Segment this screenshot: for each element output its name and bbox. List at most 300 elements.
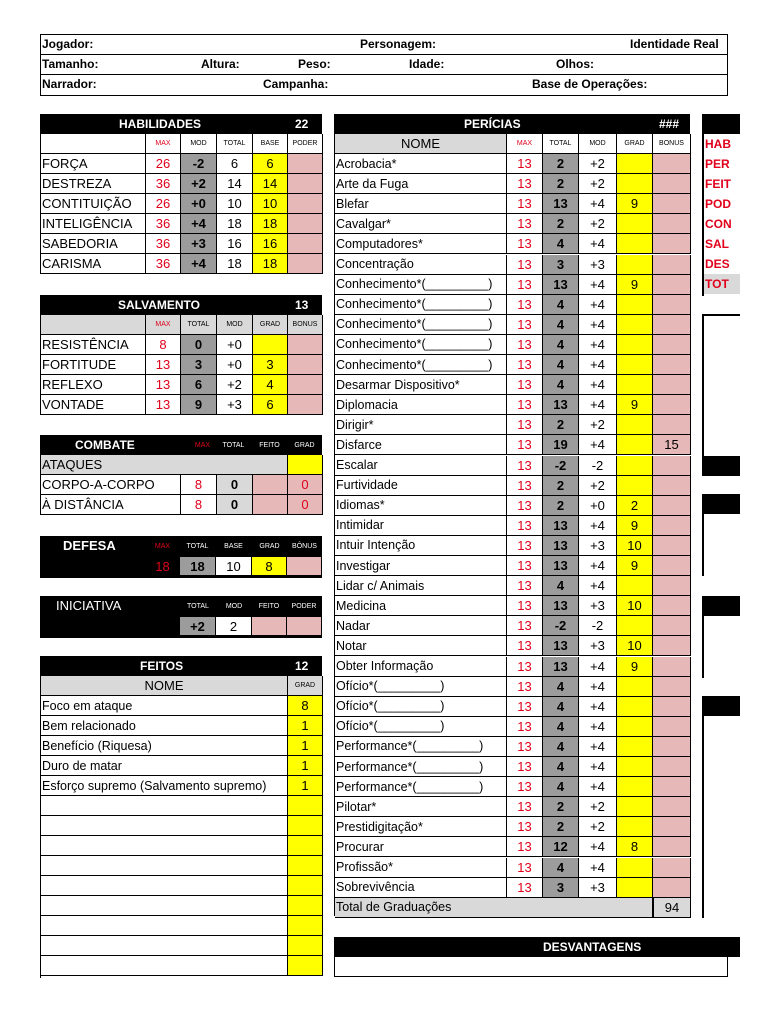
feat-name-input[interactable]: Benefício (Riquesa)	[41, 736, 288, 756]
ability-name: DESTREZA	[41, 174, 146, 194]
ability-name: CARISMA	[41, 254, 146, 274]
skill-mod: +4	[579, 717, 617, 737]
skill-mod: +4	[579, 837, 617, 857]
skill-bonus-input[interactable]	[653, 878, 691, 898]
feitos-header	[40, 656, 322, 676]
skill-total: 2	[543, 797, 579, 817]
ability-name: INTELIGÊNCIA	[41, 214, 146, 234]
jogador-field[interactable]: Jogador:	[42, 37, 94, 51]
salvamento-col-header: MAX	[146, 315, 181, 335]
skill-total: 4	[543, 737, 579, 757]
skill-max: 13	[507, 154, 543, 174]
skill-bonus-input[interactable]	[653, 858, 691, 878]
habilidades-table	[40, 134, 322, 274]
skill-bonus-input[interactable]	[653, 616, 691, 636]
side-item: FEIT	[704, 174, 740, 194]
habilidades-points: 22	[295, 117, 309, 131]
feat-name-input[interactable]	[41, 836, 288, 856]
skill-grad-input[interactable]: 10	[617, 636, 653, 656]
skill-total: -2	[543, 456, 579, 476]
feat-grad-input[interactable]: 8	[288, 696, 323, 716]
skill-name: Ofício*(_________)	[335, 697, 507, 717]
skill-bonus-input[interactable]	[653, 415, 691, 435]
skill-grad-input[interactable]	[617, 817, 653, 837]
feat-grad-input[interactable]	[288, 936, 323, 956]
skill-name: Performance*(_________)	[335, 777, 507, 797]
feat-name-input[interactable]: Bem relacionado	[41, 716, 288, 736]
salvamento-col-header: BONUS	[288, 315, 323, 335]
skill-grad-input[interactable]	[617, 476, 653, 496]
total-graduacoes-value: 94	[653, 898, 691, 918]
feat-name-input[interactable]	[41, 896, 288, 916]
skill-grad-input[interactable]	[617, 777, 653, 797]
skill-max: 13	[507, 616, 543, 636]
side-item: PER	[704, 154, 740, 174]
skill-name: Sobrevivência	[335, 878, 507, 898]
skill-grad-input[interactable]	[617, 415, 653, 435]
skill-bonus-input[interactable]	[653, 596, 691, 616]
skill-total: 19	[543, 435, 579, 455]
skill-bonus-input[interactable]	[653, 677, 691, 697]
skill-grad-input[interactable]	[617, 315, 653, 335]
skill-max: 13	[507, 858, 543, 878]
feat-name-input[interactable]: Foco em ataque	[41, 696, 288, 716]
ability-poder-input[interactable]	[288, 234, 323, 254]
iniciativa-total: +2	[180, 616, 216, 636]
attack-max: 8	[181, 475, 217, 495]
ability-base-input[interactable]: 10	[253, 194, 288, 214]
skill-grad-input[interactable]: 10	[617, 596, 653, 616]
save-name: FORTITUDE	[41, 355, 146, 375]
skill-bonus-input[interactable]	[653, 174, 691, 194]
save-total: 0	[181, 335, 217, 355]
personagem-field[interactable]: Personagem:	[360, 37, 437, 51]
salvamento-col-header: GRAD	[253, 315, 288, 335]
skill-bonus-input[interactable]	[653, 697, 691, 717]
feat-grad-input[interactable]	[288, 896, 323, 916]
skill-max: 13	[507, 234, 543, 254]
skill-mod: +2	[579, 817, 617, 837]
skill-max: 13	[507, 536, 543, 556]
attack-max: 8	[181, 495, 217, 515]
skill-grad-input[interactable]: 2	[617, 496, 653, 516]
skill-grad-input[interactable]	[617, 335, 653, 355]
feat-grad-input[interactable]: 1	[288, 776, 323, 796]
ability-base-input[interactable]: 14	[253, 174, 288, 194]
defesa-max: 18	[155, 558, 170, 574]
skill-max: 13	[507, 697, 543, 717]
skill-bonus-input[interactable]	[653, 797, 691, 817]
skill-max: 13	[507, 214, 543, 234]
skill-name: Conhecimento*(_________)	[335, 355, 507, 375]
skill-mod: +4	[579, 757, 617, 777]
skill-mod: +4	[579, 355, 617, 375]
skill-mod: +2	[579, 797, 617, 817]
skill-total: 13	[543, 516, 579, 536]
skill-bonus-input[interactable]	[653, 275, 691, 295]
skill-name: Idiomas*	[335, 496, 507, 516]
skill-name: Conhecimento*(_________)	[335, 295, 507, 315]
skill-grad-input[interactable]	[617, 214, 653, 234]
skill-mod: +2	[579, 154, 617, 174]
skill-bonus-input[interactable]	[653, 214, 691, 234]
save-grad-input[interactable]: 4	[253, 375, 288, 395]
ability-base-input[interactable]: 6	[253, 154, 288, 174]
skill-mod: +4	[579, 315, 617, 335]
side-item: POD	[704, 194, 740, 214]
save-grad-input[interactable]: 6	[253, 395, 288, 415]
save-bonus-input[interactable]	[288, 375, 323, 395]
skill-max: 13	[507, 375, 543, 395]
save-mod: +3	[217, 395, 253, 415]
defesa-col-header: GRAD	[259, 542, 280, 550]
skill-mod: +3	[579, 636, 617, 656]
iniciativa-col-header: TOTAL	[187, 602, 209, 610]
skill-bonus-input[interactable]	[653, 657, 691, 677]
skill-name: Investigar	[335, 556, 507, 576]
iniciativa-col-header: FEITO	[258, 602, 280, 610]
salvamento-header	[40, 295, 322, 315]
olhos-field[interactable]: Olhos:	[556, 57, 594, 71]
combate-col-header: FEITO	[259, 441, 280, 449]
skill-name: Conhecimento*(_________)	[335, 335, 507, 355]
skill-mod: +4	[579, 234, 617, 254]
skill-grad-input[interactable]: 9	[617, 556, 653, 576]
skill-mod: +4	[579, 737, 617, 757]
skill-bonus-input[interactable]	[653, 556, 691, 576]
skill-mod: +2	[579, 476, 617, 496]
skill-bonus-input[interactable]	[653, 456, 691, 476]
ability-mod: -2	[181, 154, 217, 174]
skill-grad-input[interactable]	[617, 797, 653, 817]
skill-max: 13	[507, 757, 543, 777]
skill-grad-input[interactable]	[617, 295, 653, 315]
skill-total: 2	[543, 174, 579, 194]
skill-grad-input[interactable]: 9	[617, 194, 653, 214]
defesa-bonus-input[interactable]	[287, 556, 322, 576]
skill-name: Desarmar Dispositivo*	[335, 375, 507, 395]
feat-name-input[interactable]	[41, 816, 288, 836]
skill-grad-input[interactable]: 10	[617, 536, 653, 556]
feat-name-input[interactable]	[41, 936, 288, 956]
salvamento-points: 13	[295, 298, 309, 312]
ability-mod: +4	[181, 214, 217, 234]
skill-grad-input[interactable]: 9	[617, 657, 653, 677]
skill-bonus-input[interactable]	[653, 395, 691, 415]
skill-name: Conhecimento*(_________)	[335, 275, 507, 295]
skill-mod: +3	[579, 878, 617, 898]
skill-bonus-input[interactable]	[653, 194, 691, 214]
ability-max: 26	[146, 154, 181, 174]
skill-bonus-input[interactable]	[653, 817, 691, 837]
attack-name: CORPO-A-CORPO	[41, 475, 181, 495]
feat-grad-input[interactable]	[288, 816, 323, 836]
skill-max: 13	[507, 255, 543, 275]
skill-bonus-input[interactable]	[653, 757, 691, 777]
ability-mod: +2	[181, 174, 217, 194]
save-grad-input[interactable]: 3	[253, 355, 288, 375]
feat-grad-input[interactable]	[288, 856, 323, 876]
side-bar-1	[702, 456, 740, 476]
feitos-points: 12	[295, 659, 309, 673]
feat-grad-input[interactable]	[288, 796, 323, 816]
save-bonus-input[interactable]	[288, 335, 323, 355]
defesa-col-header: TOTAL	[186, 542, 209, 550]
skill-max: 13	[507, 295, 543, 315]
peso-field[interactable]: Peso:	[298, 57, 331, 71]
skill-mod: +4	[579, 657, 617, 677]
skill-mod: +4	[579, 556, 617, 576]
save-mod: +0	[217, 355, 253, 375]
skill-name: Arte da Fuga	[335, 174, 507, 194]
salvamento-col-header: TOTAL	[181, 315, 217, 335]
skill-mod: +4	[579, 576, 617, 596]
skill-total: 2	[543, 476, 579, 496]
save-bonus-input[interactable]	[288, 355, 323, 375]
skill-grad-input[interactable]	[617, 878, 653, 898]
skill-mod: +4	[579, 295, 617, 315]
skill-mod: -2	[579, 616, 617, 636]
save-mod: +2	[217, 375, 253, 395]
skill-grad-input[interactable]	[617, 717, 653, 737]
skill-grad-input[interactable]	[617, 174, 653, 194]
skill-bonus-input[interactable]: 15	[653, 435, 691, 455]
ability-poder-input[interactable]	[288, 154, 323, 174]
skill-max: 13	[507, 576, 543, 596]
skill-max: 13	[507, 456, 543, 476]
ability-base-input[interactable]: 18	[253, 214, 288, 234]
skill-mod: +3	[579, 255, 617, 275]
ability-name: SABEDORIA	[41, 234, 146, 254]
skill-grad-input[interactable]	[617, 375, 653, 395]
feat-grad-input[interactable]: 1	[288, 736, 323, 756]
side-bar-2	[702, 494, 740, 514]
side-box-4	[702, 696, 740, 918]
feat-name-input[interactable]	[41, 956, 288, 976]
desvantagens-field[interactable]	[334, 957, 728, 977]
skill-mod: +2	[579, 214, 617, 234]
iniciativa-col-header: MOD	[225, 602, 243, 610]
pericias-table	[334, 134, 690, 916]
skill-max: 13	[507, 415, 543, 435]
skill-bonus-input[interactable]	[653, 476, 691, 496]
skill-max: 13	[507, 476, 543, 496]
skill-bonus-input[interactable]	[653, 536, 691, 556]
skill-grad-input[interactable]	[617, 576, 653, 596]
skill-total: 3	[543, 878, 579, 898]
skill-max: 13	[507, 596, 543, 616]
skill-bonus-input[interactable]	[653, 255, 691, 275]
defesa-grad-input[interactable]: 8	[252, 556, 287, 576]
attack-feito-input[interactable]	[253, 495, 288, 515]
ability-max: 26	[146, 194, 181, 214]
habilidades-title: HABILIDADES	[119, 117, 202, 131]
skill-total: 4	[543, 677, 579, 697]
side-item: TOT	[704, 274, 740, 294]
skill-bonus-input[interactable]	[653, 315, 691, 335]
ability-poder-input[interactable]	[288, 194, 323, 214]
skill-bonus-input[interactable]	[653, 737, 691, 757]
skill-total: 3	[543, 255, 579, 275]
save-name: REFLEXO	[41, 375, 146, 395]
skill-grad-input[interactable]	[617, 154, 653, 174]
skill-mod: +4	[579, 275, 617, 295]
ataques-input[interactable]	[288, 455, 323, 475]
feat-name-input[interactable]	[41, 916, 288, 936]
campanha-field[interactable]: Campanha:	[263, 77, 329, 91]
iniciativa-feito-input[interactable]	[252, 616, 287, 636]
skill-bonus-input[interactable]	[653, 516, 691, 536]
feat-name-input[interactable]: Duro de matar	[41, 756, 288, 776]
ability-max: 36	[146, 234, 181, 254]
skill-grad-input[interactable]	[617, 435, 653, 455]
pericias-nome-header: NOME	[335, 134, 507, 154]
altura-field[interactable]: Altura:	[201, 57, 240, 71]
combate-title: COMBATE	[75, 438, 135, 452]
attack-feito-input[interactable]	[253, 475, 288, 495]
skill-bonus-input[interactable]	[653, 717, 691, 737]
skill-grad-input[interactable]	[617, 234, 653, 254]
skill-name: Ofício*(_________)	[335, 717, 507, 737]
skill-name: Conhecimento*(_________)	[335, 315, 507, 335]
skill-grad-input[interactable]	[617, 616, 653, 636]
skill-name: Intimidar	[335, 516, 507, 536]
skill-grad-input[interactable]	[617, 456, 653, 476]
feat-grad-input[interactable]	[288, 916, 323, 936]
ability-base-input[interactable]: 18	[253, 254, 288, 274]
ataques-label: ATAQUES	[41, 455, 288, 475]
feat-grad-input[interactable]: 1	[288, 716, 323, 736]
skill-total: 4	[543, 757, 579, 777]
skill-mod: +2	[579, 174, 617, 194]
attack-total: 0	[217, 475, 253, 495]
skill-name: Disfarce	[335, 435, 507, 455]
skill-bonus-input[interactable]	[653, 375, 691, 395]
desvantagens-header	[334, 937, 740, 957]
save-grad-input[interactable]	[253, 335, 288, 355]
side-bar-4	[702, 696, 740, 716]
ability-total: 6	[217, 154, 253, 174]
side-bar-3	[702, 596, 740, 616]
skill-bonus-input[interactable]	[653, 837, 691, 857]
skill-max: 13	[507, 355, 543, 375]
iniciativa-poder-input[interactable]	[287, 616, 322, 636]
ability-poder-input[interactable]	[288, 214, 323, 234]
skill-total: 4	[543, 335, 579, 355]
iniciativa-col-header: PODER	[291, 602, 317, 610]
attack-total: 0	[217, 495, 253, 515]
skill-total: 13	[543, 596, 579, 616]
feat-grad-input[interactable]	[288, 836, 323, 856]
skill-grad-input[interactable]	[617, 355, 653, 375]
attack-grad-input[interactable]: 0	[288, 475, 323, 495]
pericias-points: ###	[659, 117, 680, 131]
skill-total: 4	[543, 858, 579, 878]
save-bonus-input[interactable]	[288, 395, 323, 415]
skill-total: 4	[543, 234, 579, 254]
skill-name: Prestidigitação*	[335, 817, 507, 837]
skill-total: 2	[543, 415, 579, 435]
skill-total: 13	[543, 194, 579, 214]
identidade-field[interactable]: Identidade Real	[630, 37, 719, 51]
skill-bonus-input[interactable]	[653, 777, 691, 797]
skill-max: 13	[507, 335, 543, 355]
skill-grad-input[interactable]: 9	[617, 275, 653, 295]
feat-name-input[interactable]	[41, 856, 288, 876]
skill-grad-input[interactable]	[617, 858, 653, 878]
skill-grad-input[interactable]	[617, 757, 653, 777]
skill-grad-input[interactable]: 8	[617, 837, 653, 857]
idade-field[interactable]: Idade:	[409, 57, 445, 71]
skill-total: 13	[543, 657, 579, 677]
pericias-col-header: GRAD	[617, 134, 653, 154]
ability-poder-input[interactable]	[288, 254, 323, 274]
skill-mod: +4	[579, 697, 617, 717]
feat-name-input[interactable]: Esforço supremo (Salvamento supremo)	[41, 776, 288, 796]
narrador-field[interactable]: Narrador:	[42, 77, 97, 91]
tamanho-field[interactable]: Tamanho:	[42, 57, 99, 71]
skill-max: 13	[507, 496, 543, 516]
skill-bonus-input[interactable]	[653, 576, 691, 596]
pericias-col-header: TOTAL	[543, 134, 579, 154]
skill-bonus-input[interactable]	[653, 636, 691, 656]
feitos-table	[40, 676, 322, 978]
skill-bonus-input[interactable]	[653, 154, 691, 174]
save-total: 6	[181, 375, 217, 395]
skill-max: 13	[507, 174, 543, 194]
skill-bonus-input[interactable]	[653, 295, 691, 315]
side-item: SAL	[704, 234, 740, 254]
skill-max: 13	[507, 817, 543, 837]
skill-total: 12	[543, 837, 579, 857]
pericias-title: PERÍCIAS	[464, 117, 521, 131]
skill-grad-input[interactable]: 9	[617, 516, 653, 536]
skill-bonus-input[interactable]	[653, 234, 691, 254]
skill-grad-input[interactable]	[617, 255, 653, 275]
skill-bonus-input[interactable]	[653, 335, 691, 355]
skill-mod: +0	[579, 496, 617, 516]
skill-max: 13	[507, 556, 543, 576]
skill-total: 4	[543, 295, 579, 315]
skill-name: Profissão*	[335, 858, 507, 878]
save-name: RESISTÊNCIA	[41, 335, 146, 355]
side-list	[704, 134, 740, 296]
side-item: HAB	[704, 134, 740, 154]
feat-grad-input[interactable]	[288, 956, 323, 976]
skill-grad-input[interactable]	[617, 737, 653, 757]
feat-name-input[interactable]	[41, 876, 288, 896]
base-operacoes-field[interactable]: Base de Operações:	[532, 77, 648, 91]
ability-max: 36	[146, 174, 181, 194]
skill-grad-input[interactable]	[617, 677, 653, 697]
ability-max: 36	[146, 214, 181, 234]
skill-bonus-input[interactable]	[653, 355, 691, 375]
skill-bonus-input[interactable]	[653, 496, 691, 516]
skill-total: 13	[543, 636, 579, 656]
skill-mod: -2	[579, 456, 617, 476]
attack-grad-input[interactable]: 0	[288, 495, 323, 515]
save-total: 9	[181, 395, 217, 415]
feat-grad-input[interactable]	[288, 876, 323, 896]
feat-grad-input[interactable]: 1	[288, 756, 323, 776]
skill-grad-input[interactable]	[617, 697, 653, 717]
desvantagens-title: DESVANTAGENS	[543, 940, 642, 954]
skill-name: Notar	[335, 636, 507, 656]
feat-name-input[interactable]	[41, 796, 288, 816]
ability-base-input[interactable]: 16	[253, 234, 288, 254]
skill-grad-input[interactable]: 9	[617, 395, 653, 415]
ability-poder-input[interactable]	[288, 174, 323, 194]
